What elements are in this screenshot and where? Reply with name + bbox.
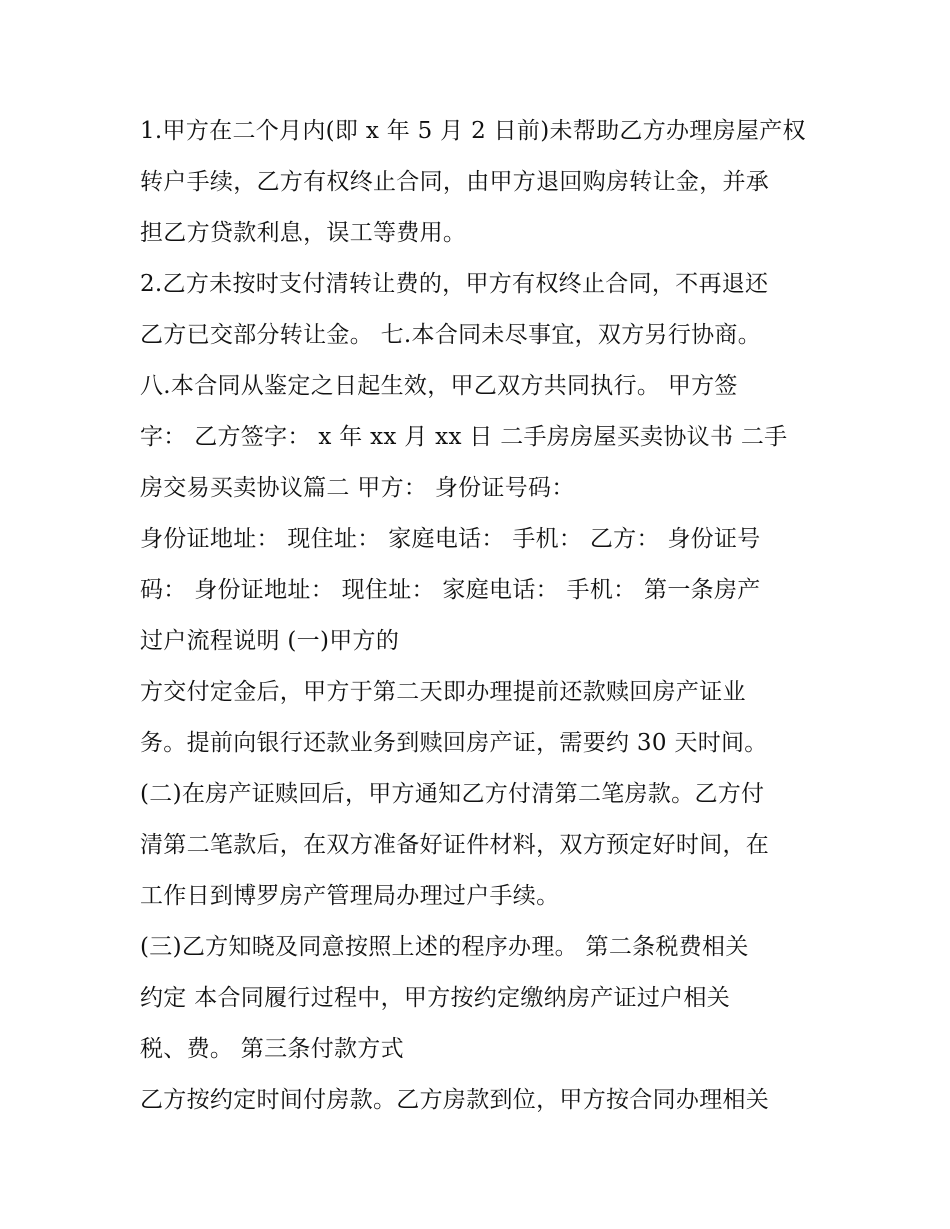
text-line: 工作日到博罗房产管理局办理过户手续。: [140, 883, 560, 909]
text-line: 乙方按约定时间付房款。乙方房款到位，甲方按合同办理相关: [140, 1087, 770, 1113]
text-line: 方交付定金后，甲方于第二天即办理提前还款赎回房产证业: [140, 679, 746, 705]
document-body: [140, 106, 820, 1126]
text-line: 约定 本合同履行过程中，甲方按约定缴纳房产证过户相关: [140, 985, 731, 1011]
text-line: 八.本合同从鉴定之日起生效，甲乙双方共同执行。 甲方签: [140, 373, 738, 399]
text-line: 清第二笔款后，在双方准备好证件材料，双方预定好时间，在: [140, 832, 770, 858]
text-line: 税、费。 第三条付款方式: [140, 1036, 404, 1062]
text-line: 房交易买卖协议篇二 甲方： 身份证号码：: [140, 475, 575, 501]
text-line: 字： 乙方签字： x 年 xx 月 xx 日 二手房房屋买卖协议书 二手: [140, 424, 788, 450]
text-line: 身份证地址： 现住址： 家庭电话： 手机： 乙方： 身份证号: [140, 526, 761, 552]
text-line: 2.乙方未按时支付清转让费的，甲方有权终止合同，不再退还: [140, 271, 769, 297]
text-line: 务。提前向银行还款业务到赎回房产证，需要约 30 天时间。: [140, 730, 768, 756]
text-line: 担乙方贷款利息，误工等费用。: [140, 220, 467, 246]
text-line: 1.甲方在二个月内(即 x 年 5 月 2 日前)未帮助乙方办理房屋产权: [140, 118, 806, 144]
text-line: (三)乙方知晓及同意按照上述的程序办理。 第二条税费相关: [140, 934, 749, 960]
text-line: 转户手续，乙方有权终止合同，由甲方退回购房转让金，并承: [140, 169, 770, 195]
text-line: 乙方已交部分转让金。 七.本合同未尽事宜，双方另行协商。: [140, 322, 762, 348]
text-line: 过户流程说明 (一)甲方的: [140, 628, 400, 654]
text-line: 码： 身份证地址： 现住址： 家庭电话： 手机： 第一条房产: [140, 577, 761, 603]
text-line: (二)在房产证赎回后，甲方通知乙方付清第二笔房款。乙方付: [140, 781, 765, 807]
